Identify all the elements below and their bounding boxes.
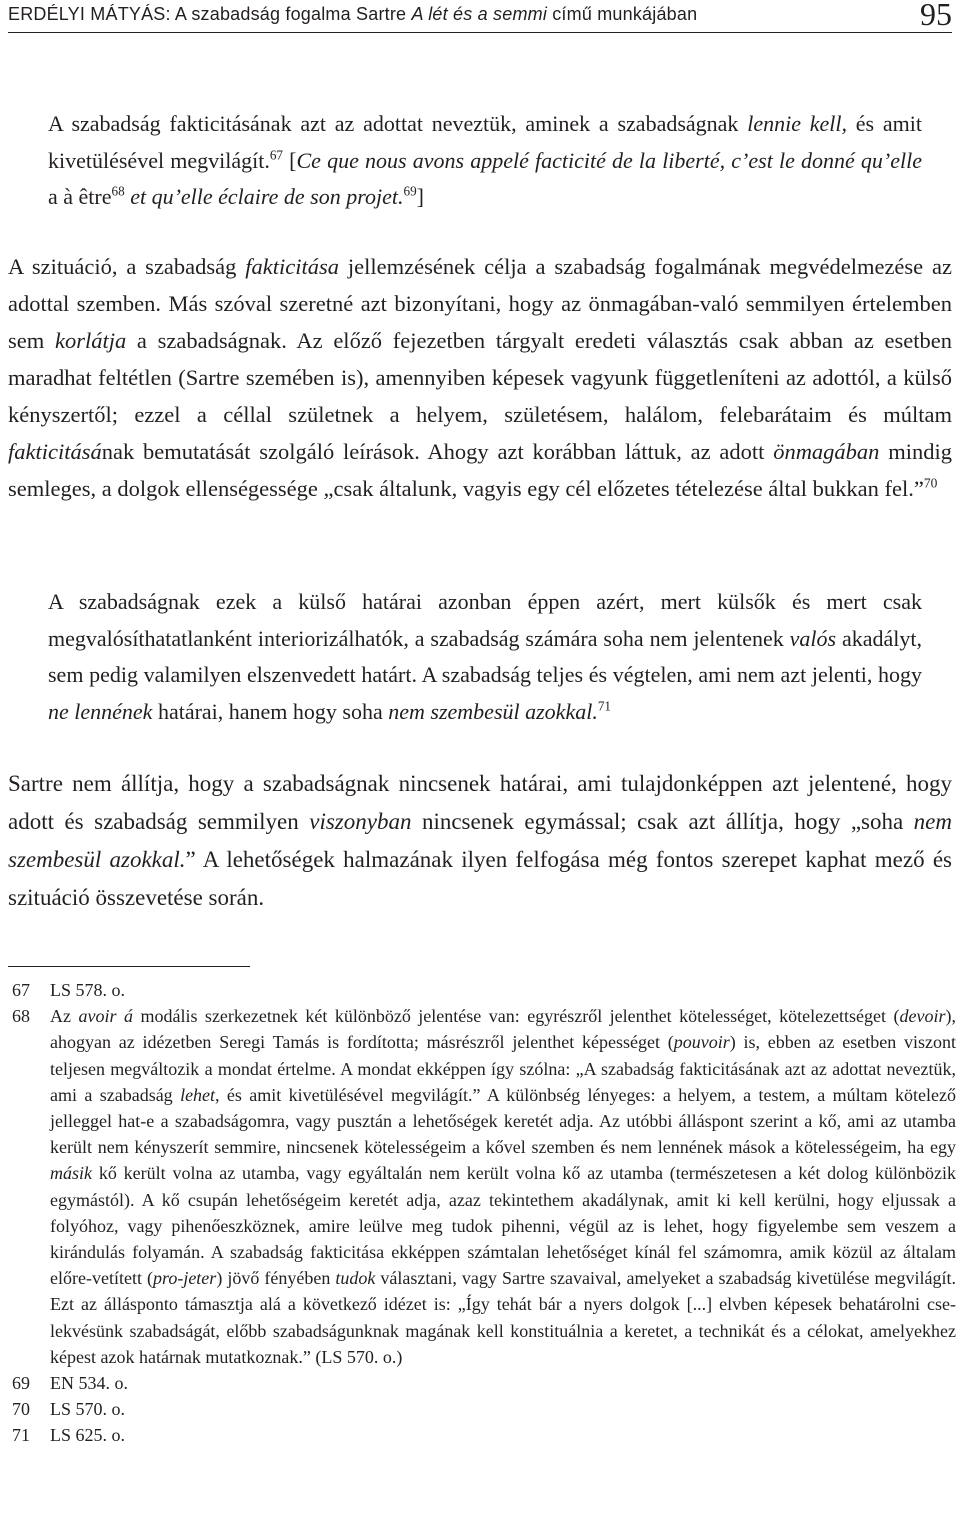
footnote-number: 68 [12,1006,30,1027]
footnote-text: LS 625. o. [50,1425,126,1446]
footnote-separator [8,966,250,967]
footnote-text: Az avoir á modális szerkezetnek két különböző jelentése van: egyrészről jelenthet kötelességet, kötelezettséget (devoir), ahogyan az idézetben Seregi Tamás is fordította; másrészről jelenthet képességet (pouvoir) is, ebben az esetben viszont teljesen megváltozik a mondat értelme. A mondat ekképpen így szólna: „A szabadság fakticitásának azt az adottat neveztük, ami a szabadság lehet, és amit kivetülésével megvilágít.” A különbség lényeges: a helyem, a testem, a múltam kötelező jelleggel hat-e a szabadságomra, vagy pusztán a lehetőségek keretét adja. Az utóbbi álláspont szerint a kő, ami az utamba került nem kényszerít semmire, nincsenek kötelességeim a kővel szemben és nem lennének mások a kötelességeim, ha egy másik kő került volna az utamba, vagy egyáltalán nem került volna kő az utamba (természetesen a két dolog különbözik egymástól). A kő csupán lehetőségeim keretét adja, azaz tekintethem akadálynak, amit ki kell kerülni, hogy eljussak a folyóhoz, vagy pihenőeszköznek, amire leülve meg tudok pihenni, végül az is lehet, hogy figyelembe sem veszem a kirándulás folyamán. A szabadság fakticitása ekképpen számtalan lehetőséget kínál fel számomra, amik közül az általam előre-vetített (pro-jeter) jövő fényében tudok választani, vagy Sartre szavaival, amelyeket a szabadság kivetülése megvilágít. Ezt az állásponto támasztja alá a következő idézet is: „Így tehát bár a nyers dolgok [...] elvben képesek behatárolni cselekvésünk szabadságát, előbb szabadságunknak magának kell konstituálnia a keretet, a technikát és a célokat, amelyekhez képest azok határnak mutatkoznak.” (LS 570. o.) [50,1006,956,1367]
body-paragraph-1: A szituáció, a szabadság fakticitása jellemzésének célja a szabadság fogalmának megvédelmezése az adottal szemben. Más szóval szeretné azt bizonyítani, hogy az önmagában-való semmilyen értelemben sem korlátja a szabadságnak. Az előző fejezetben tárgyalt eredeti választás csak abban az esetben maradhat feltétlen (Sartre szemében is), amennyiben képesek vagyunk függetleníteni az adottól, a külső kényszertől; ezzel a céllal születnek a helyem, születésem, halálom, felebarátaim és múltam fakticitásának bemutatását szolgáló leírások. Ahogy azt korábban láttuk, az adott önmagában mindig semleges, a dolgok ellenségessége „csak általunk, vagyis egy cél előzetes tételezése által bukkan fel.”$^{70}$ [8,254,953,501]
footnote-number: 67 [12,980,30,1000]
footnote-text: LS 578. o. [50,980,126,1000]
body-paragraph-2: Sartre nem állítja, hogy a szabadságnak nincsenek határai, ami tulajdonképpen azt jelentené, hogy adott és szabadság semmilyen viszonyban nincsenek egymással; csak azt állítja, hogy „soha nem szembesül azokkal.” A lehetőségek halmazának ilyen felfogása még fontos szerepet kaphat mező és szituáció összevetése során. [8,771,953,910]
block-quote-2: A szabadságnak ezek a külső határai azonban éppen azért, mert külsők és mert csak megvalósíthatatlanként interiorizálhatók, a szabadság számára soha nem jelentenek valós akadályt, sem pedig valamilyen elszenvedett határt. A szabadság teljes és végtelen, ami nem azt jelenti, hogy ne lennének határai, hanem hogy soha nem szembesül azokkal.$^{71}$ [48,589,922,724]
running-title [8,4,697,25]
footnote-text: LS 570. o. [50,1399,126,1420]
footnote-68 [8,1003,958,1370]
title-italic: A lét és a semmi [411,4,548,24]
running-header [8,0,952,33]
footnote-number: 70 [12,1399,30,1420]
footnote-ref-67[interactable]: 67 [269,147,284,163]
footnotes [8,977,958,1449]
title-text-end: című munkájában [547,4,698,24]
footnote-ref-71[interactable]: 71 [597,698,612,714]
footnote-67 [8,977,958,1003]
footnote-69 [8,1370,958,1396]
title-text: ERDÉLYI MÁTYÁS: A szabadság fogalma Sartre [8,4,412,24]
footnote-70 [8,1396,958,1422]
page-number: 95 [920,0,952,32]
footnote-number: 69 [12,1373,30,1394]
block-quote-1: A szabadság fakticitásának azt az adottat neveztük, aminek a szabadságnak lennie kell, és amit kivetülésével megvilágít.$^{67}$ [Ce que nous avons appelé facticité de la liberté, c’est le donné qu’elle a à être$^{68}$ et qu’elle éclaire de son projet.$^{69}$] [48,111,922,209]
footnote-71 [8,1422,958,1448]
footnote-ref-70[interactable]: 70 [923,475,938,491]
footnote-number: 71 [12,1425,30,1446]
footnote-ref-69[interactable]: 69 [403,183,417,199]
footnote-ref-68[interactable]: 68 [111,183,125,199]
footnote-text: EN 534. o. [50,1373,128,1394]
